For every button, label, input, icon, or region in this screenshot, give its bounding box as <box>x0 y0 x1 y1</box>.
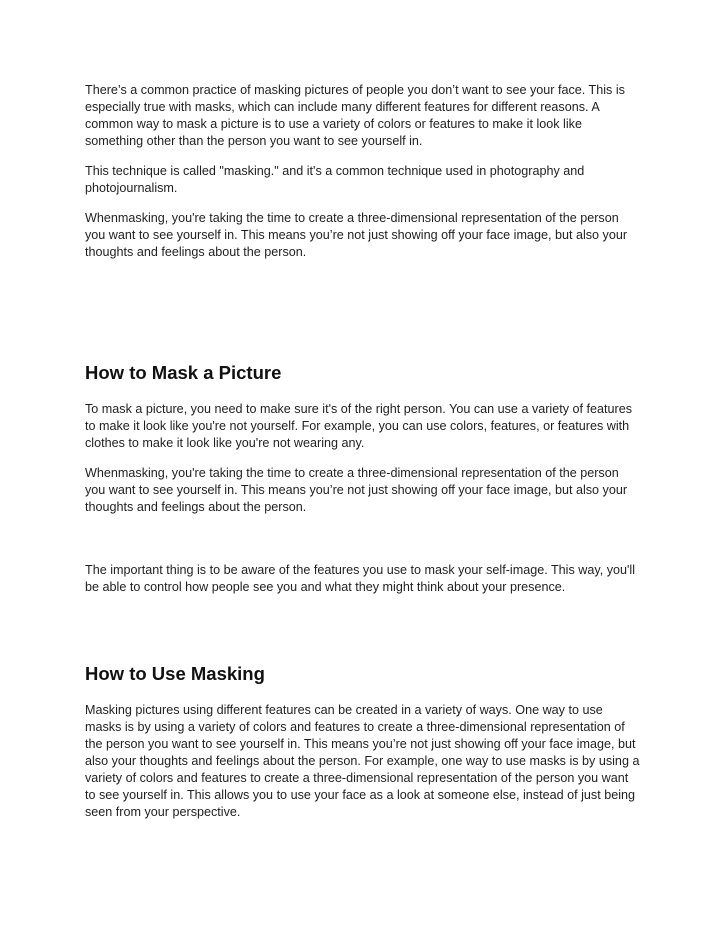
section2-paragraph-1: Masking pictures using different features can be created in a variety of ways. One way to use masks is by using a variety of colors and features to create a three-dimensional representation of the person you want to see yourself in. This means you’re not just showing off your face image, but also your thoughts and feelings about the person. For example, one way to use masks is by using a variety of colors and features to create a three-dimensional representation of the person you want to see yourself in. This allows you to use your face as a look at someone else, instead of just being seen from your perspective. <box>85 703 640 819</box>
section1-paragraph-2: Whenmasking, you're taking the time to create a three-dimensional representation of the person you want to see yourself in. This means you’re not just showing off your face image, but also your thoughts and feelings about the person. <box>85 466 628 514</box>
intro-paragraph-2: This technique is called "masking." and it's a common technique used in photography and photojournalism. <box>85 164 585 195</box>
intro-paragraph-3: Whenmasking, you're taking the time to create a three-dimensional representation of the person you want to see yourself in. This means you’re not just showing off your face image, but also your thoughts and feelings about the person. <box>85 211 628 259</box>
document-page <box>85 82 641 821</box>
section1-paragraph-3: The important thing is to be aware of the features you use to mask your self-image. This way, you'll be able to control how people see you and what they might think about your presence. <box>85 563 636 594</box>
section1-paragraph-1: To mask a picture, you need to make sure it's of the right person. You can use a variety of features to make it look like you're not yourself. For example, you can use colors, features, or features with clothes to make it look like you're not wearing any. <box>85 402 633 450</box>
section-heading-mask-a-picture: How to Mask a Picture <box>85 362 282 383</box>
section-heading-use-masking: How to Use Masking <box>85 663 265 684</box>
intro-paragraph-1: There’s a common practice of masking pictures of people you don’t want to see your face. This is especially true with masks, which can include many different features for different reasons. A common way to mask a picture is to use a variety of colors or features to make it look like something other than the person you want to see yourself in. <box>85 83 625 148</box>
